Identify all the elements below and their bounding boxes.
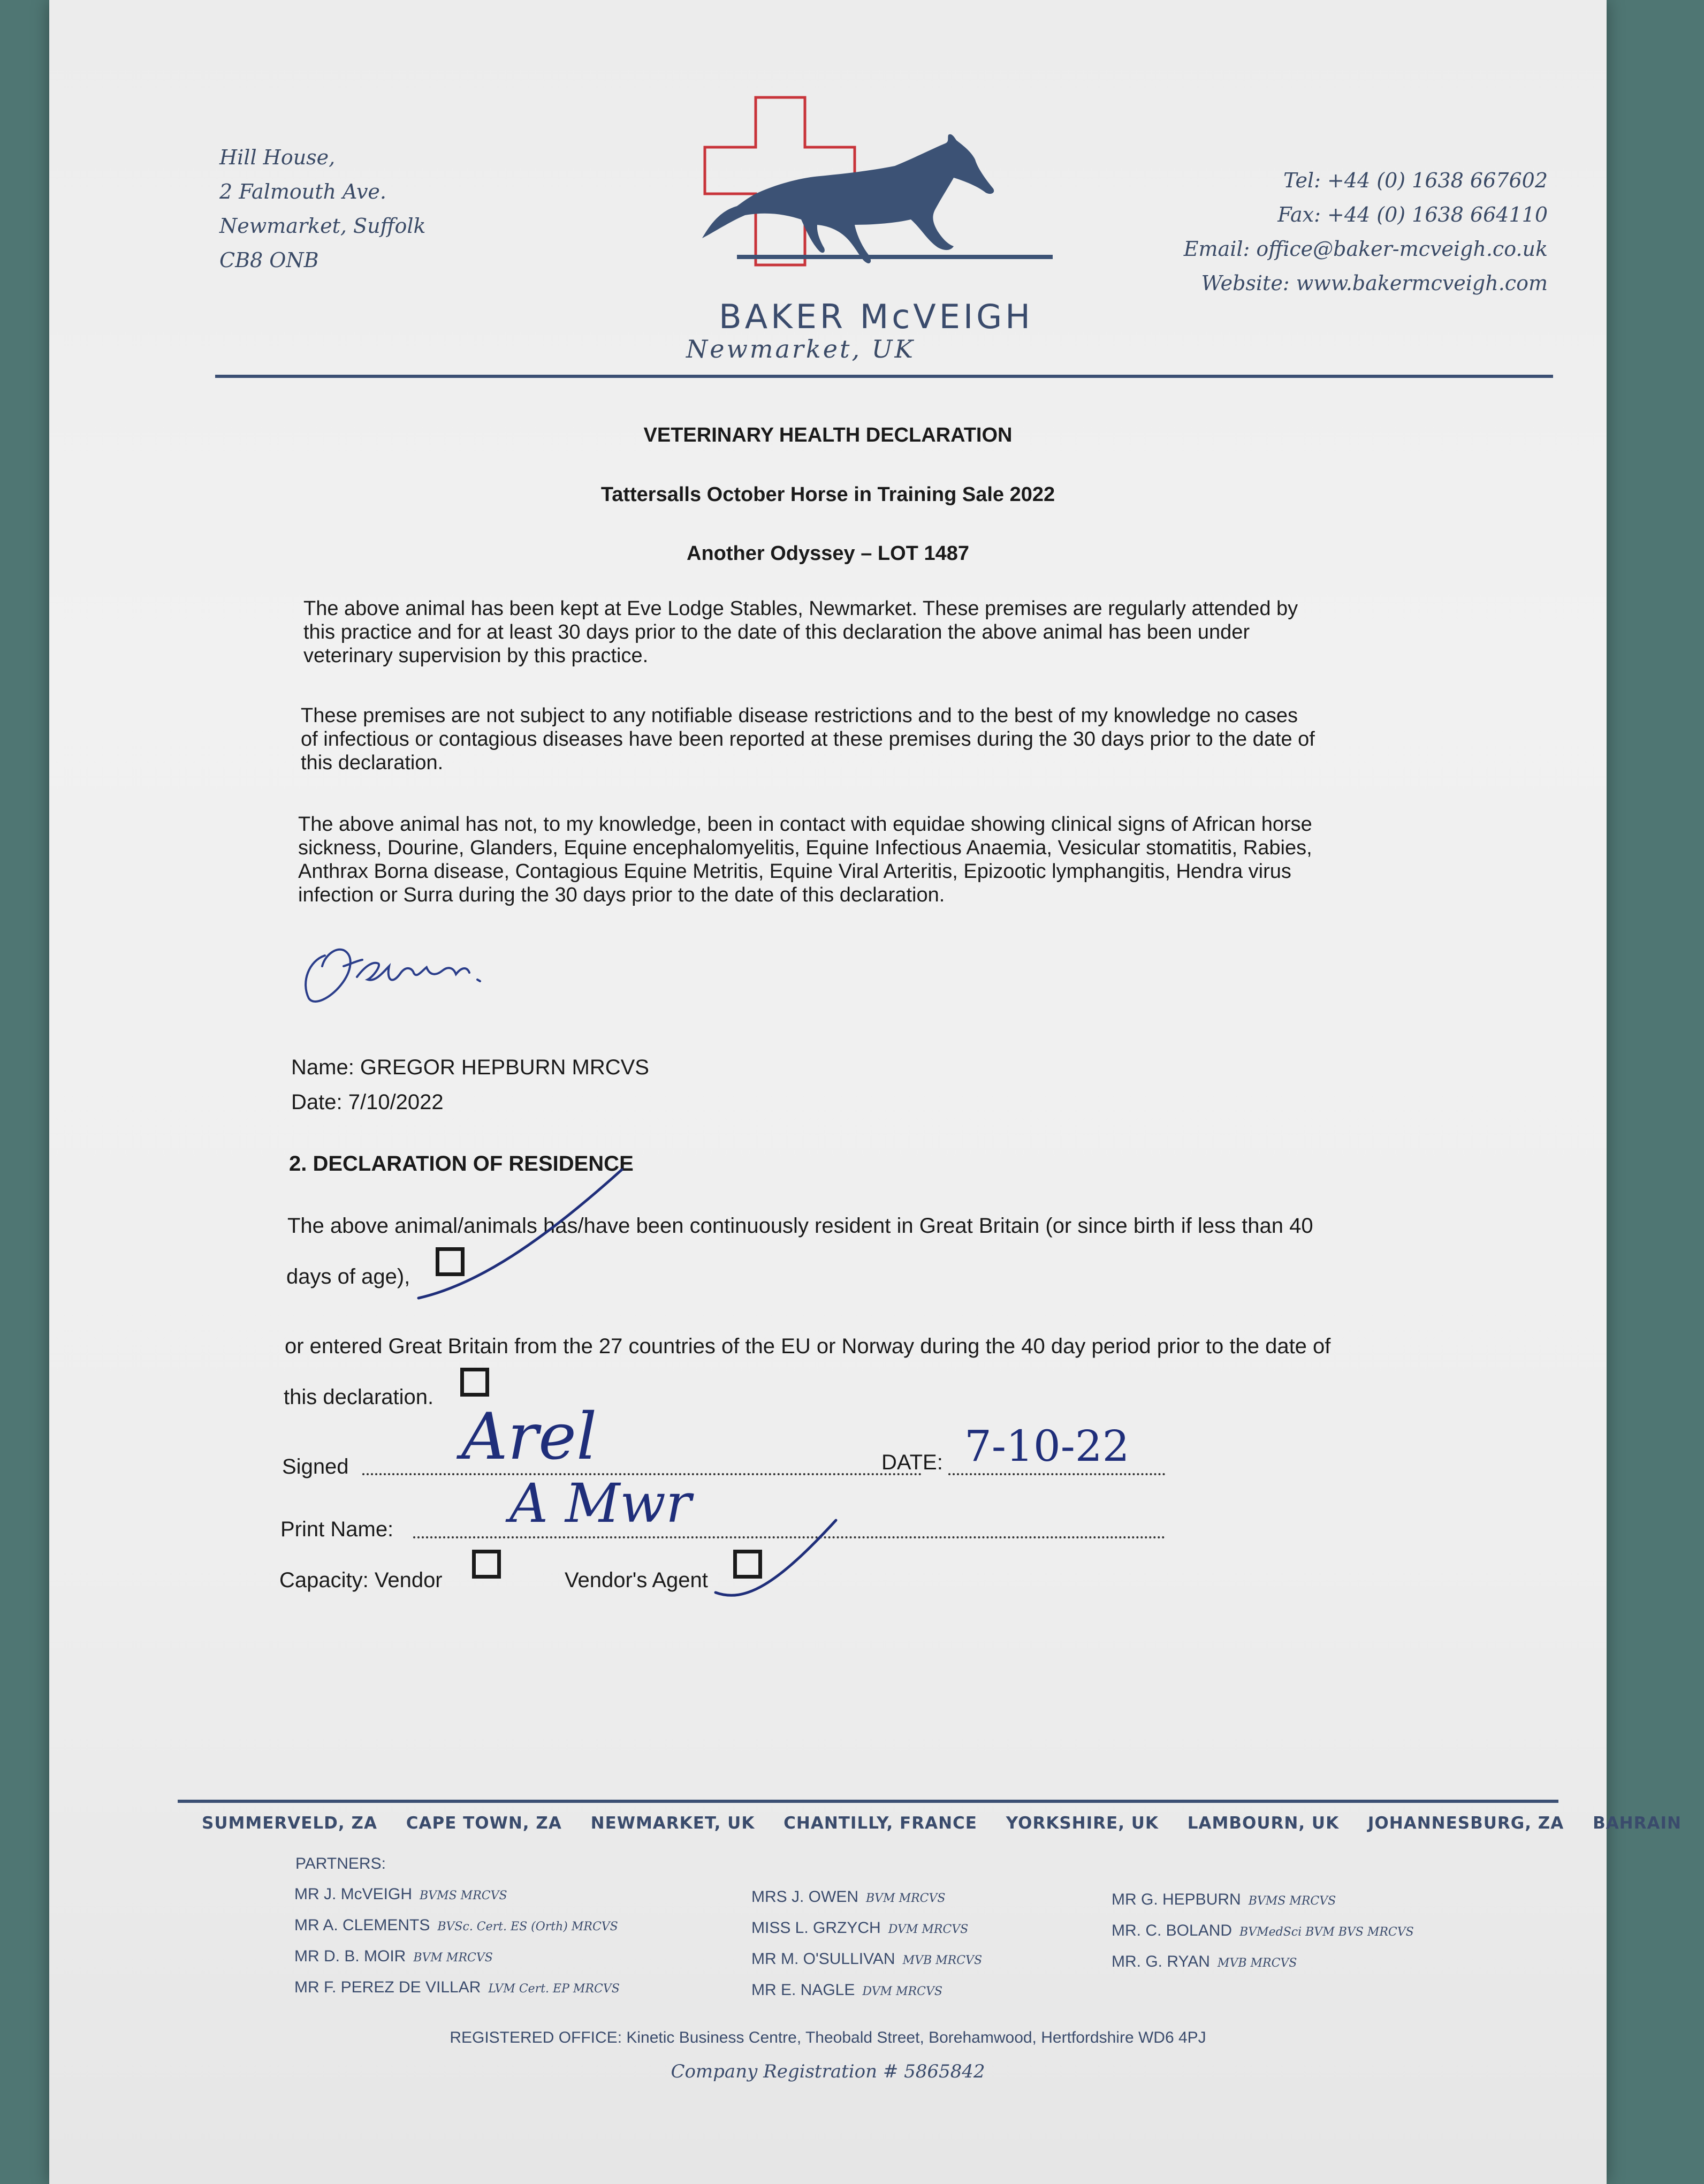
pen-marks <box>49 0 1607 2184</box>
partner-entry: MR E. NAGLE DVM MRCVS <box>751 1981 942 1999</box>
partner-entry: MRS J. OWEN BVM MRCVS <box>751 1888 946 1906</box>
paragraph-line: of infectious or contagious diseases have been reported at these premises during the 30 days prior to the date of <box>301 728 1315 750</box>
address-line: 2 Falmouth Ave. <box>219 180 386 203</box>
paragraph-line: veterinary supervision by this practice. <box>303 644 649 667</box>
location: NEWMARKET, UK <box>590 1814 755 1833</box>
capacity-label: Capacity: Vendor <box>279 1568 443 1592</box>
partner-entry: MR A. CLEMENTS BVSc. Cert. ES (Orth) MRCVS <box>294 1916 618 1934</box>
agent-checkmark-icon <box>716 1520 836 1595</box>
registered-office: REGISTERED OFFICE: Kinetic Business Centre, Theobald Street, Borehamwood, Hertfordshire WD6 4PJ <box>450 2029 1206 2046</box>
paragraph-line: Anthrax Borna disease, Contagious Equine Metritis, Equine Viral Arteritis, Epizootic lymphangitis, Hendra virus <box>298 860 1291 883</box>
lot-title: Another Odyssey – LOT 1487 <box>687 542 969 565</box>
location: SUMMERVELD, ZA <box>202 1814 377 1833</box>
date-handwriting: 7-10-22 <box>964 1421 1130 1471</box>
contact-email: Email: office@baker-mcveigh.co.uk <box>1183 237 1548 261</box>
paragraph-line: The above animal has been kept at Eve Lodge Stables, Newmarket. These premises are regularly attended by <box>303 597 1298 620</box>
residence-heading: 2. DECLARATION OF RESIDENCE <box>289 1152 634 1176</box>
vet-name: Name: GREGOR HEPBURN MRCVS <box>291 1056 649 1079</box>
paragraph-line: this practice and for at least 30 days prior to the date of this declaration the above animal has been under <box>303 621 1250 643</box>
partners-column-3 <box>1112 1891 1414 1984</box>
paragraph-line: infection or Surra during the 30 days prior to the date of this declaration. <box>298 884 945 906</box>
location: BAHRAIN <box>1593 1814 1682 1833</box>
location: CHANTILLY, FRANCE <box>783 1814 977 1833</box>
signed-handwriting: Arel <box>461 1400 597 1474</box>
partner-entry: MR. G. RYAN MVB MRCVS <box>1112 1953 1297 1970</box>
residence-checkmark-icon <box>419 1170 622 1298</box>
office-locations <box>202 1814 1682 1833</box>
residence-option-1-text: days of age), <box>286 1265 410 1288</box>
address-line: Newmarket, Suffolk <box>219 214 426 238</box>
partner-entry: MISS L. GRZYCH DVM MRCVS <box>751 1919 969 1937</box>
print-name-handwriting: A Mwr <box>509 1472 691 1535</box>
partner-entry: MR M. O'SULLIVAN MVB MRCVS <box>751 1950 983 1968</box>
date-label: DATE: <box>881 1451 943 1474</box>
partner-entry: MR. C. BOLAND BVMedSci BVM BVS MRCVS <box>1112 1922 1414 1939</box>
partner-entry: MR F. PEREZ DE VILLAR LVM Cert. EP MRCVS <box>294 1978 620 1996</box>
paragraph-line: The above animal has not, to my knowledge, been in contact with equidae showing clinical signs of African horse <box>298 813 1312 836</box>
document-page <box>49 0 1682 2184</box>
partner-entry: MR J. McVEIGH BVMS MRCVS <box>294 1885 507 1903</box>
residence-option-1-text: The above animal/animals has/have been continuously resident in Great Britain (or since birth if less than 40 <box>287 1214 1313 1238</box>
location: YORKSHIRE, UK <box>1006 1814 1159 1833</box>
brand-location: Newmarket, UK <box>686 335 915 363</box>
contact-fax: Fax: +44 (0) 1638 664110 <box>1277 203 1548 226</box>
contact-phone: Tel: +44 (0) 1638 667602 <box>1283 169 1548 192</box>
location: CAPE TOWN, ZA <box>406 1814 562 1833</box>
company-registration: Company Registration # 5865842 <box>671 2061 985 2082</box>
partners-column-2 <box>751 1888 982 2012</box>
document-title: VETERINARY HEALTH DECLARATION <box>643 424 1013 446</box>
contact-website: Website: www.bakermcveigh.com <box>1201 271 1548 295</box>
sale-title: Tattersalls October Horse in Training Sale 2022 <box>600 483 1055 506</box>
brand-name: BAKER McVEIGH <box>719 297 1033 336</box>
location: JOHANNESBURG, ZA <box>1367 1814 1564 1833</box>
vendor-agent-label: Vendor's Agent <box>565 1568 708 1592</box>
partners-column-1 <box>294 1885 620 2009</box>
address-line: CB8 ONB <box>219 248 319 272</box>
print-name-label: Print Name: <box>280 1518 394 1541</box>
address-line: Hill House, <box>219 146 336 169</box>
location: LAMBOURN, UK <box>1187 1814 1340 1833</box>
signed-label: Signed <box>282 1455 349 1478</box>
residence-option-2-text: or entered Great Britain from the 27 countries of the EU or Norway during the 40 day period prior to the date of <box>285 1334 1331 1358</box>
declaration-date: Date: 7/10/2022 <box>291 1090 444 1114</box>
paragraph-line: sickness, Dourine, Glanders, Equine encephalomyelitis, Equine Infectious Anaemia, Vesicular stomatitis, Rabies, <box>298 837 1312 859</box>
paragraph-line: this declaration. <box>301 752 444 774</box>
partner-entry: MR G. HEPBURN BVMS MRCVS <box>1112 1891 1336 1908</box>
partners-label: PARTNERS: <box>295 1855 386 1872</box>
partner-entry: MR D. B. MOIR BVM MRCVS <box>294 1947 493 1965</box>
residence-option-2-text: this declaration. <box>284 1385 434 1409</box>
paragraph-line: These premises are not subject to any notifiable disease restrictions and to the best of my knowledge no cases <box>301 704 1298 727</box>
footer-divider <box>178 1800 1558 1803</box>
